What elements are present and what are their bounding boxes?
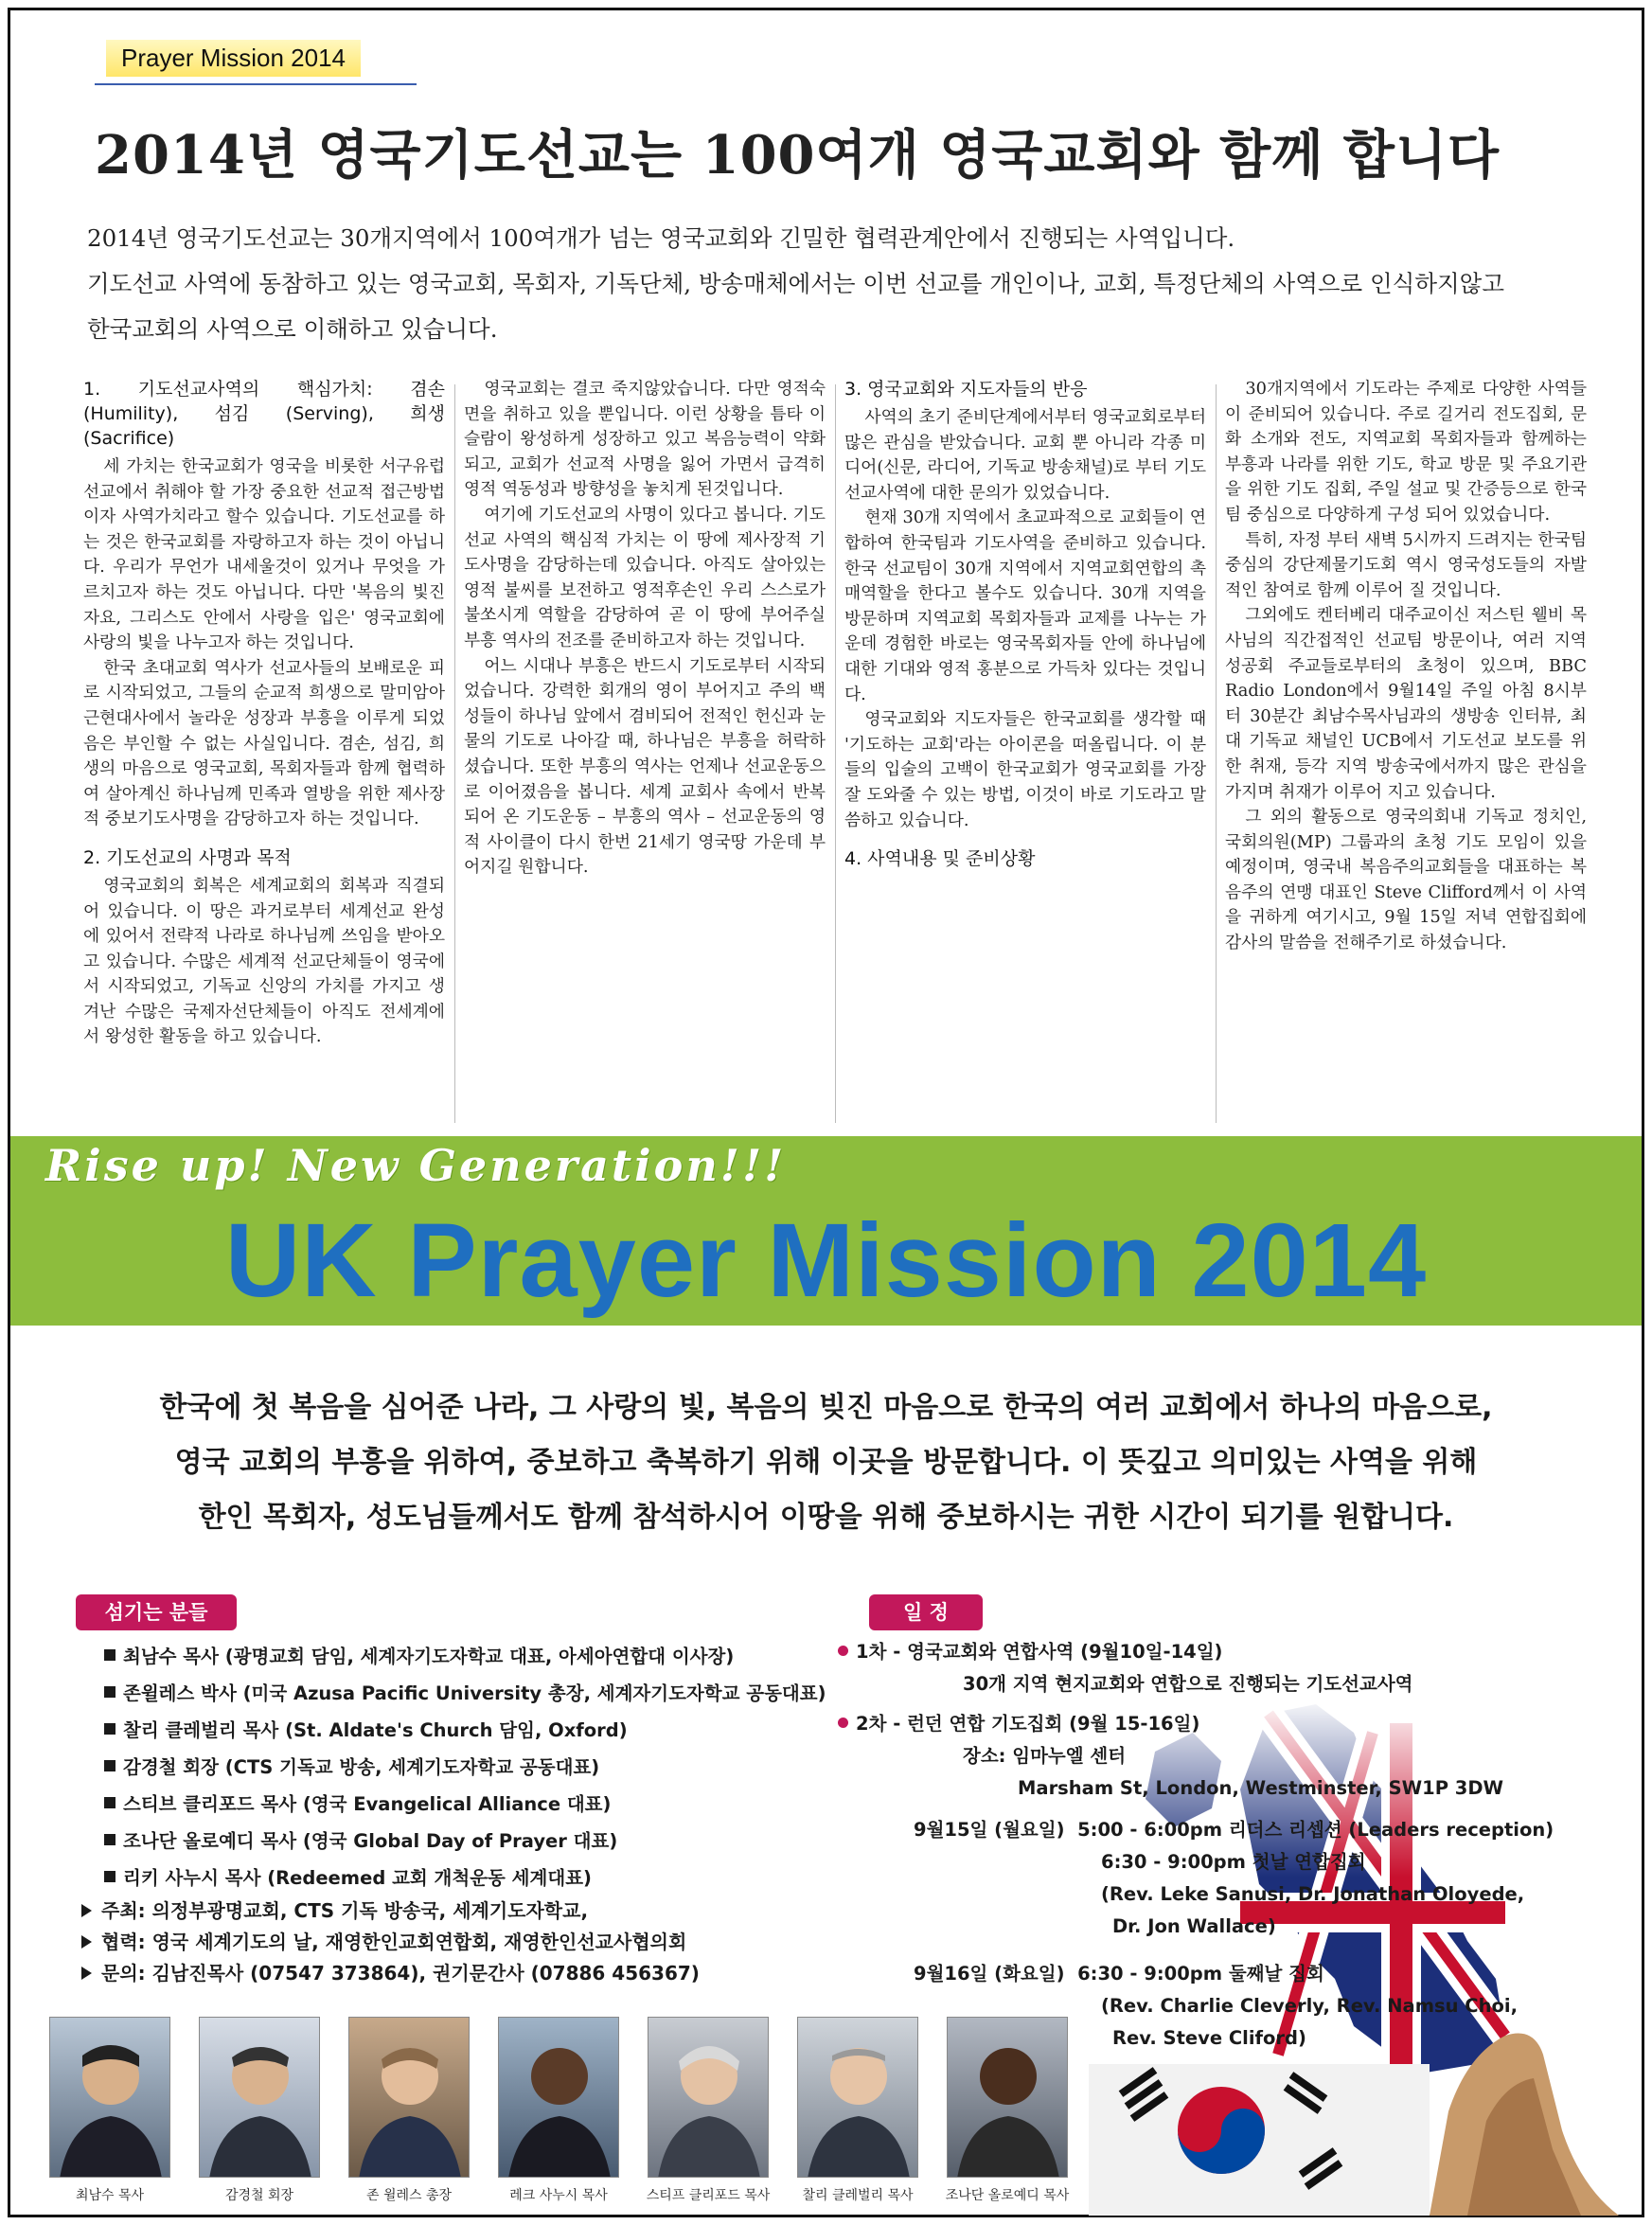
banner-title: UK Prayer Mission 2014 bbox=[224, 1202, 1428, 1319]
event-speakers: (Rev. Leke Sanusi, Dr. Jonathan Oloyede, bbox=[1101, 1883, 1525, 1905]
paragraph: 영국교회는 결코 죽지않았습니다. 다만 영적숙면을 취하고 있을 뿐입니다. 이런 상황을 틈타 이슬람이 왕성하게 성장하고 있고 복음능력이 약화되고, 교회가 선교적 사명을 잃어 가면서 급격히 영적 역동성과 방향성을 놓치게 된것입니다. bbox=[464, 379, 826, 500]
square-bullet-icon bbox=[104, 1871, 115, 1882]
event-line: 6:30 - 9:00pm 첫날 연합집회 bbox=[1101, 1851, 1366, 1873]
square-bullet-icon bbox=[104, 1834, 115, 1845]
schedule-item: 1차 - 영국교회와 연합사역 (9월10일-14일) bbox=[838, 1636, 1614, 1668]
square-bullet-icon bbox=[104, 1686, 115, 1698]
section-heading: 4. 사역내용 및 준비상황 bbox=[844, 848, 1036, 870]
speaker-caption: 레크 사누시 목사 bbox=[509, 2188, 608, 2203]
speaker-photos bbox=[40, 2017, 1091, 2216]
description-line: 한인 목회자, 성도님들께서도 함께 참석하시어 이땅을 위해 중보하시는 귀한 시간이 되기를 원합니다. bbox=[198, 1501, 1454, 1534]
paragraph: 30개지역에서 기도라는 주제로 다양한 사역들이 준비되어 있습니다. 주로 길거리 전도집회, 문화 소개와 전도, 지역교회 목회자들과 함께하는 부흥과 나라를 위한 기도, 학교 방문 및 주요기관을 위한 기도 집회, 주일 설교 및 간증등으로 한국팀 중심으로 다양하게 구성 되어 있었습니다. bbox=[1225, 379, 1587, 525]
speaker-caption: 찰리 클레벌리 목사 bbox=[802, 2188, 914, 2203]
triangle-bullet-icon bbox=[81, 1904, 92, 1917]
triangle-bullet-icon bbox=[81, 1935, 92, 1949]
schedule-item: 2차 - 런던 연합 기도집회 (9월 15-16일) bbox=[838, 1708, 1614, 1740]
schedule-item-detail: 30개 지역 현지교회와 연합으로 진행되는 기도선교사역 bbox=[963, 1673, 1413, 1695]
bullet-icon bbox=[838, 1646, 848, 1656]
paragraph: 영국교회와 지도자들은 한국교회를 생각할 때 '기도하는 교회'라는 아이콘을 떠올립니다. 이 분들의 입술의 고백이 한국교회가 영국교회를 가장 잘 도와줄 수 있는 방법, 이것이 바로 기도라고 말씀하고 있습니다. bbox=[844, 709, 1206, 830]
event-speakers: Rev. Steve Cliford) bbox=[1112, 2027, 1306, 2049]
speaker-photo bbox=[498, 2017, 619, 2178]
speaker-caption: 스티프 클리포드 목사 bbox=[646, 2188, 771, 2203]
person-icon bbox=[499, 2018, 619, 2178]
square-bullet-icon bbox=[104, 1797, 115, 1808]
article-column-1 bbox=[83, 377, 445, 1125]
schedule-label: 일 정 bbox=[869, 1594, 983, 1630]
section-heading: 1. 기도선교사역의 핵심가치: 겸손 (Humility), 섬김 (Serving), 희생 (Sacrifice) bbox=[83, 379, 445, 449]
intro bbox=[87, 216, 1564, 352]
person-icon bbox=[948, 2018, 1068, 2178]
intro-line: 2014년 영국기도선교는 30개지역에서 100여개가 넘는 영국교회와 긴밀한 협력관계안에서 진행되는 사역입니다. bbox=[87, 224, 1235, 252]
intro-line: 기도선교 사역에 동참하고 있는 영국교회, 목회자, 기독단체, 방송매체에서는 이번 선교를 개인이나, 교회, 특정단체의 사역으로 인식하지않고 bbox=[87, 270, 1504, 297]
paragraph: 한국 초대교회 역사가 선교사들의 보배로운 피로 시작되었고, 그들의 순교적 희생으로 말미암아 근현대사에서 놀라운 성장과 부흥을 이루게 되었음은 부인할 수 없는 사실입니다. 겸손, 섬김, 희생의 마음으로 영국교회, 목회자들과 함께 협력하여 살아계신 하나님께 민족과 열방을 위한 제사장적 중보기도사명을 감당하고자 하는 것입니다. bbox=[83, 657, 445, 829]
venue-address: Marsham St, London, Westminster, SW1P 3DW bbox=[1018, 1777, 1504, 1799]
section-heading: 2. 기도선교의 사명과 목적 bbox=[83, 846, 292, 868]
section-heading: 3. 영국교회와 지도자들의 반응 bbox=[844, 379, 1088, 400]
paragraph: 특히, 자정 부터 새벽 5시까지 드려지는 한국팀 중심의 강단제물기도회 역시 영국성도들의 자발적인 참여로 함께 이루어 질 것입니다. bbox=[1225, 529, 1587, 600]
person-icon bbox=[50, 2018, 170, 2178]
speaker-photo bbox=[648, 2017, 769, 2178]
speaker-caption: 최남수 목사 bbox=[75, 2188, 145, 2203]
article-column-3 bbox=[844, 377, 1206, 1125]
info-line: 주최: 의정부광명교회, CTS 기독 방송국, 세계기도자학교, bbox=[81, 1896, 896, 1927]
intro-line: 한국교회의 사역으로 이해하고 있습니다. bbox=[87, 315, 498, 343]
section-tag: Prayer Mission 2014 bbox=[106, 40, 361, 77]
speaker-caption: 감경철 회장 bbox=[224, 2188, 294, 2203]
paragraph: 어느 시대나 부흥은 반드시 기도로부터 시작되었습니다. 강력한 회개의 영이 부어지고 주의 백성들이 하나님 앞에서 겸비되어 전적인 헌신과 눈물의 기도로 나아갈 때, 하나님은 부흥을 허락하셨습니다. 또한 부흥의 역사는 언제나 선교운동으로 이어졌음을 봅니다. 세계 교회사 속에서 반복되어 온 기도운동 – 부흥의 역사 – 선교운동의 영적 사이클이 다시 한번 21세기 영국땅 가운데 부어지길 원합니다. bbox=[464, 655, 826, 878]
square-bullet-icon bbox=[104, 1649, 115, 1661]
person-icon bbox=[349, 2018, 470, 2178]
venue-label: 장소: 임마누엘 센터 bbox=[963, 1745, 1127, 1767]
speaker-photo bbox=[348, 2017, 470, 2178]
paragraph: 그 외의 활동으로 영국의회내 기독교 정치인, 국회의원(MP) 그룹과의 초청 기도 모임이 있을 예정이며, 영국내 복음주의교회들을 대표하는 복음주의 연맹 대표인 Steve Clifford께서 이 사역을 귀하게 여기시고, 9월 15일 저녁 연합집회에 감사의 말씀을 전해주기로 하셨습니다. bbox=[1225, 807, 1587, 953]
list-item: 감경철 회장 (CTS 기독교 방송, 세계기도자학교 공동대표) bbox=[104, 1749, 918, 1786]
list-item: 조나단 올로예디 목사 (영국 Global Day of Prayer 대표) bbox=[104, 1823, 918, 1860]
mission-description bbox=[57, 1380, 1595, 1545]
description-line: 영국 교회의 부흥을 위하여, 중보하고 축복하기 위해 이곳을 방문합니다. 이 뜻깊고 의미있는 사역을 위해 bbox=[174, 1446, 1478, 1479]
schedule bbox=[838, 1636, 1614, 2055]
speaker-photo bbox=[947, 2017, 1068, 2178]
tag-underline bbox=[95, 83, 417, 85]
servers-label: 섬기는 분들 bbox=[76, 1594, 237, 1630]
event-speakers: (Rev. Charlie Cleverly, Rev. Namsu Choi, bbox=[1101, 1995, 1518, 2017]
speaker-caption: 조나단 올로예디 목사 bbox=[945, 2188, 1070, 2203]
description-line: 한국에 첫 복음을 심어준 나라, 그 사랑의 빛, 복음의 빚진 마음으로 한국의 여러 교회에서 하나의 마음으로, bbox=[159, 1391, 1493, 1424]
event-speakers: Dr. Jon Wallace) bbox=[1112, 1915, 1276, 1937]
paragraph: 그외에도 켄터베리 대주교이신 저스틴 웰비 목사님의 직간접적인 선교팀 방문이나, 여러 지역 성공회 주교들로부터의 초청이 있으며, BBC Radio London에서 9월14일 주일 아침 8시부터 30분간 최남수목사님과의 생방송 인터뷰, 최대 기독교 채널인 UCB에서 기도선교 보도를 위한 취재, 등각 지역 방송국에서까지 많은 관심을 가지며 취재가 이루어 지고 있습니다. bbox=[1225, 605, 1587, 802]
list-item: 스티브 클리포드 목사 (영국 Evangelical Alliance 대표) bbox=[104, 1786, 918, 1823]
headline: 2014년 영국기도선교는 100여개 영국교회와 함께 합니다 bbox=[95, 124, 1501, 187]
speaker-caption: 존 윌레스 총장 bbox=[365, 2188, 453, 2203]
person-icon bbox=[200, 2018, 320, 2178]
triangle-bullet-icon bbox=[81, 1967, 92, 1980]
column-divider bbox=[1216, 384, 1217, 1123]
person-icon bbox=[648, 2018, 769, 2178]
article-column-4 bbox=[1225, 377, 1587, 1125]
speaker-photo bbox=[797, 2017, 918, 2178]
article-columns bbox=[83, 377, 1587, 1125]
list-item: 최남수 목사 (광명교회 담임, 세계자기도자학교 대표, 아세아연합대 이사장) bbox=[104, 1638, 918, 1675]
servers-list bbox=[104, 1638, 918, 1896]
paragraph: 현재 30개 지역에서 초교파적으로 교회들이 연합하여 한국팀과 기도사역을 준비하고 있습니다. 한국 선교팀이 30개 지역에서 지역교회연합의 촉매역할을 한다고 볼수도 있습니다. 30개 지역을 방문하며 지역교회 목회자들과 교제를 나누는 가운데 경험한 바로는 영국목회자들 안에 하나님에 대한 기대와 영적 홍분으로 가득차 있다는 것입니다. bbox=[844, 507, 1206, 704]
list-item: 리키 사누시 목사 (Redeemed 교회 개척운동 세계대표) bbox=[104, 1860, 918, 1896]
banner-tagline: Rise up! New Generation!!! bbox=[45, 1140, 787, 1191]
square-bullet-icon bbox=[104, 1760, 115, 1771]
paragraph: 세 가치는 한국교회가 영국을 비롯한 서구유럽선교에서 취해야 할 가장 중요한 선교적 접근방법이자 사역가치라고 할수 있습니다. 기도선교를 하는 것은 한국교회를 자랑하고자 하는 것이 아닙니다. 우리가 무언가 내세울것이 있거나 무엇을 가르치고자 하는 것도 아닙니다. 다만 '복음의 빛진 자요, 그리스도 안에서 사랑을 입은' 영국교회에 사랑의 빛을 나누고자 하는 것입니다. bbox=[83, 456, 445, 653]
speaker-photo bbox=[199, 2017, 320, 2178]
column-divider bbox=[835, 384, 836, 1123]
list-item: 찰리 클레벌리 목사 (St. Aldate's Church 담임, Oxford) bbox=[104, 1712, 918, 1749]
paragraph: 사역의 초기 준비단계에서부터 영국교회로부터 많은 관심을 받았습니다. 교회 뿐 아니라 각종 미디어(신문, 라디어, 기독교 방송채널)로 부터 기도선교사역에 대한 문의가 있었습니다. bbox=[844, 407, 1206, 503]
column-divider bbox=[454, 384, 455, 1123]
article-column-2 bbox=[464, 377, 826, 1125]
day-row: 9월16일 (화요일) 6:30 - 9:00pm 둘째날 집회 bbox=[914, 1963, 1324, 1985]
info-line: 문의: 김남진목사 (07547 373864), 권기문간사 (07886 456367) bbox=[81, 1958, 896, 1989]
paragraph: 여기에 기도선교의 사명이 있다고 봅니다. 기도선교 사역의 핵심적 가치는 이 땅에 제사장적 기도사명을 감당하는데 있습니다. 아직도 살아있는 영적 불씨를 보전하고 영적후손인 우리 스스로가 불쏘시게 역할을 감당하여 곧 이 땅에 부어주실 부흥 역사의 전조를 준비하고자 하는 것입니다. bbox=[464, 504, 826, 650]
speaker-photo bbox=[49, 2017, 170, 2178]
person-icon bbox=[798, 2018, 918, 2178]
day-row: 9월15일 (월요일) 5:00 - 6:00pm 리더스 리셉션 (Leaders reception) bbox=[914, 1819, 1554, 1841]
organizer-info bbox=[81, 1896, 896, 1989]
paragraph: 영국교회의 회복은 세계교회의 회복과 직결되어 있습니다. 이 땅은 과거로부터 세계선교 완성에 있어서 전략적 나라로 하나님께 쓰임을 받아오고 있습니다. 수많은 세계적 선교단체들이 영국에서 시작되었고, 기독교 신앙의 가치를 가지고 생겨난 수많은 국제자선단체들이 아직도 전세계에서 왕성한 활동을 하고 있습니다. bbox=[83, 875, 445, 1047]
bullet-icon bbox=[838, 1718, 848, 1728]
info-line: 협력: 영국 세계기도의 날, 재영한인교회연합회, 재영한인선교사협의회 bbox=[81, 1927, 896, 1958]
square-bullet-icon bbox=[104, 1723, 115, 1735]
list-item: 존윌레스 박사 (미국 Azusa Pacific University 총장, 세계자기도자학교 공동대표) bbox=[104, 1675, 918, 1712]
